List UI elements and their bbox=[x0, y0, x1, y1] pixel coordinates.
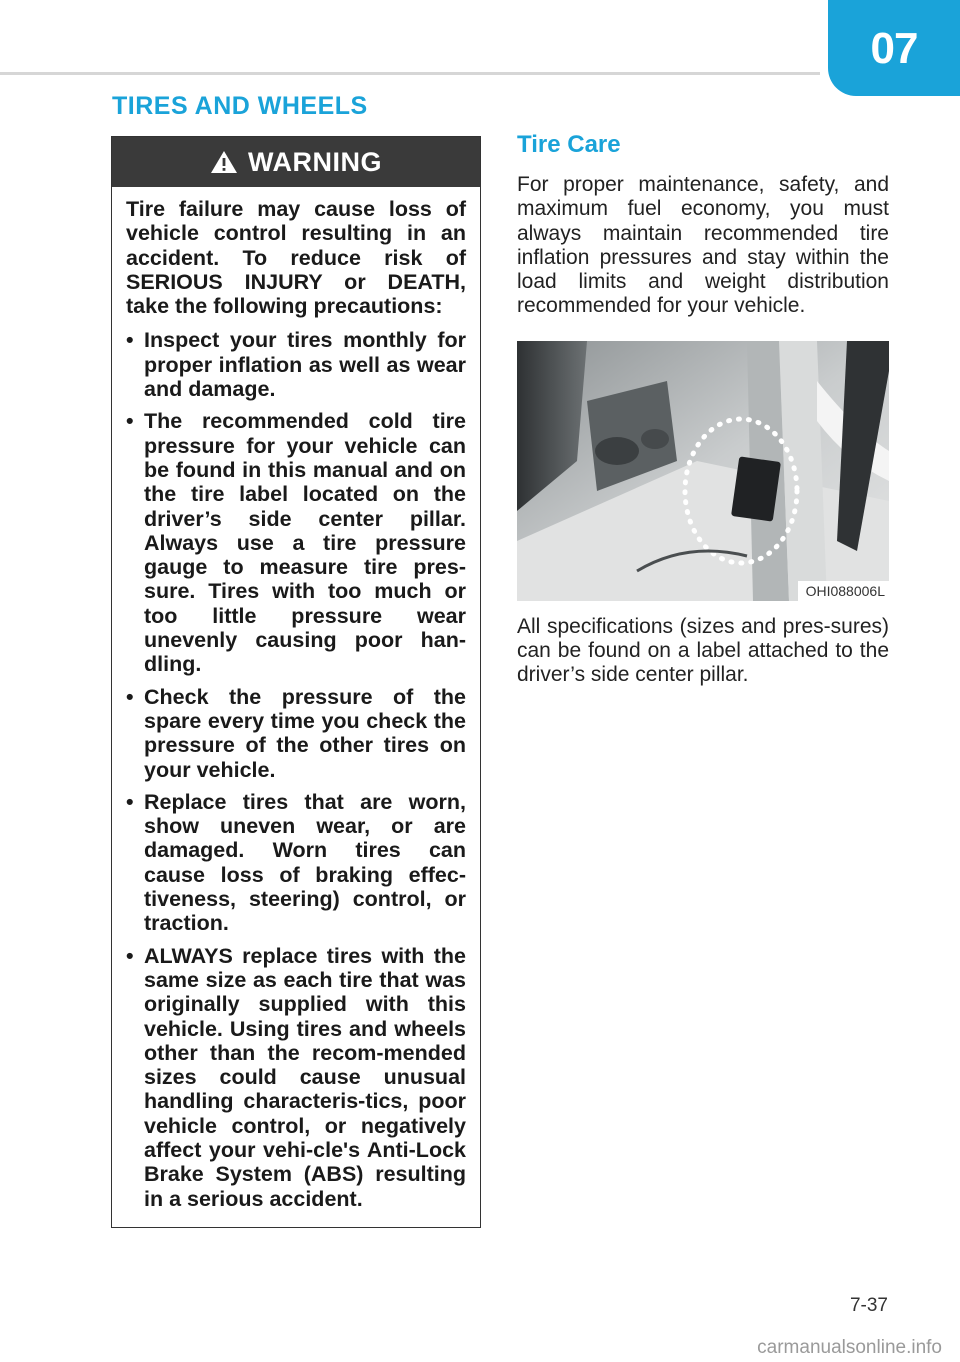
warning-bullet-text: Replace tires that are worn, show uneven wear, or are damaged. Worn tires can cause loss of braking effec-tiveness, steering) control, or traction. bbox=[144, 789, 466, 936]
chapter-tab: 07 bbox=[828, 0, 960, 96]
warning-bullet-text: The recommended cold tire pressure for your vehicle can be found in this manual and on the tire label located on the driver’s side center pillar. Always use a tire pressure gauge to measure tire pres-sure. Tires with too much or too little pressure wear unevenly causing poor han-dling. bbox=[144, 409, 466, 677]
warning-list bbox=[126, 328, 466, 1210]
section-title: TIRES AND WHEELS bbox=[112, 92, 368, 120]
warning-bullet-item: • The recommended cold tire pressure for your vehicle can be found in this manual and on the tire label located on the driver’s side center pillar. Always use a tire pressure gauge to measure tire pres-sure. Tires with too much or too little pressure wear unevenly causing poor han-dling. bbox=[126, 409, 466, 677]
warning-bullet-item: • Inspect your tires monthly for proper inflation as well as wear and damage. bbox=[126, 328, 466, 402]
tire-care-heading: Tire Care bbox=[517, 131, 621, 158]
figure-code: OHI088006L bbox=[798, 581, 889, 601]
tire-care-section bbox=[517, 131, 889, 688]
warning-intro: Tire failure may cause loss of vehicle control resulting in an accident. To reduce risk of SERIOUS INJURY or DEATH, take the following precautions: bbox=[126, 197, 466, 319]
header-rule bbox=[0, 72, 820, 75]
warning-bullet-text: Check the pressure of the spare every time you check the pressure of the other tires on your vehicle. bbox=[144, 684, 466, 782]
watermark: carmanualsonline.info bbox=[757, 1337, 942, 1358]
warning-bullet-item: • Check the pressure of the spare every time you check the pressure of the other tires on your vehicle. bbox=[126, 684, 466, 782]
warning-bullet-text: ALWAYS replace tires with the same size as each tire that was originally supplied with this vehicle. Using tires and wheels other than the recom-mended sizes could cause unusual handling characteris-tics, poor vehicle control, or negatively affect your vehi-cle's Anti-Lock Brake System (ABS) resulting in a serious accident. bbox=[144, 943, 466, 1211]
warning-heading: WARNING bbox=[248, 146, 382, 177]
warning-header bbox=[112, 137, 480, 187]
warning-box bbox=[111, 136, 481, 1228]
tire-label-figure bbox=[517, 341, 889, 601]
warning-bullet-item: • Replace tires that are worn, show uneven wear, or are damaged. Worn tires can cause loss of braking effec-tiveness, steering) control, or traction. bbox=[126, 789, 466, 936]
door-pillar-illustration bbox=[517, 341, 889, 601]
tire-care-label-note: All specifications (sizes and pres-sures) can be found on a label attached to the driver’s side center pillar. bbox=[517, 614, 889, 687]
warning-bullet-item: • ALWAYS replace tires with the same size as each tire that was originally supplied with this vehicle. Using tires and wheels other than the recom-mended sizes could cause unusual handling characteris-tics, poor vehicle control, or negatively affect your vehi-cle's Anti-Lock Brake System (ABS) resulting in a serious accident. bbox=[126, 943, 466, 1211]
warning-bullet-text: Inspect your tires monthly for proper inflation as well as wear and damage. bbox=[144, 328, 466, 402]
warning-body bbox=[112, 187, 480, 1211]
page-number: 7-37 bbox=[849, 1295, 888, 1316]
tire-care-intro: For proper maintenance, safety, and maximum fuel economy, you must always maintain recommended tire inflation pressures and stay within the load limits and weight distribution recommended for your vehicle. bbox=[517, 173, 889, 318]
warning-triangle-icon bbox=[210, 150, 238, 174]
